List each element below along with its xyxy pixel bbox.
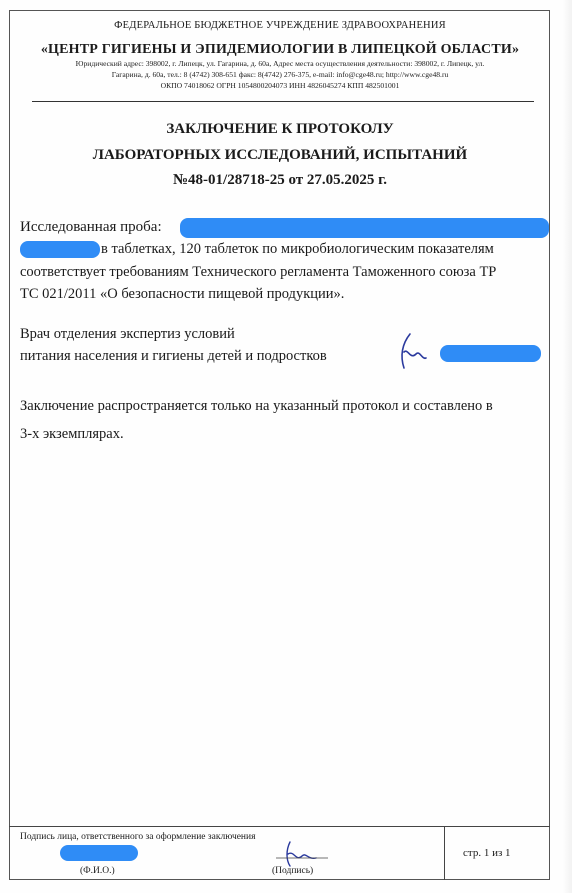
redaction-sample-name-cont bbox=[20, 241, 100, 258]
org-address: Юридический адрес: 398002, г. Липецк, ул. Гагарина, д. 60а, Адрес места осуществления деятельности: 398002, г. Липецк, ул. bbox=[75, 59, 485, 68]
conclusion-line2: 3-х экземплярах. bbox=[20, 426, 124, 442]
redaction-doctor-name bbox=[440, 345, 541, 362]
doc-title: ЗАКЛЮЧЕНИЕ К ПРОТОКОЛУ bbox=[166, 121, 394, 137]
fio-label: (Ф.И.О.) bbox=[80, 866, 115, 876]
redaction-sample-name bbox=[180, 218, 549, 238]
page-edge-shadow bbox=[562, 0, 572, 893]
doc-subtitle: ЛАБОРАТОРНЫХ ИССЛЕДОВАНИЙ, ИСПЫТАНИЙ bbox=[92, 147, 468, 163]
sample-line4: ТС 021/2011 «О безопасности пищевой продукции». bbox=[20, 286, 345, 302]
org-name: «ЦЕНТР ГИГИЕНЫ И ЭПИДЕМИОЛОГИИ В ЛИПЕЦКОЙ ОБЛАСТИ» bbox=[40, 42, 520, 57]
org-registration: ОКПО 74018062 ОГРН 1054800204073 ИНН 4826045274 КПП 482501001 bbox=[160, 81, 400, 90]
sample-line3: соответствует требованиям Технического регламента Таможенного союза ТР bbox=[20, 264, 497, 280]
page-number: стр. 1 из 1 bbox=[463, 847, 511, 859]
redaction-responsible-name bbox=[60, 845, 138, 861]
signature-label: (Подпись) bbox=[272, 866, 314, 876]
page-frame bbox=[9, 10, 550, 880]
responsible-label: Подпись лица, ответственного за оформление заключения bbox=[20, 832, 256, 842]
sample-line2: в таблетках, 120 таблеток по микробиологическим показателям bbox=[101, 241, 494, 257]
org-type: ФЕДЕРАЛЬНОЕ БЮДЖЕТНОЕ УЧРЕЖДЕНИЕ ЗДРАВООХРАНЕНИЯ bbox=[114, 20, 446, 31]
org-contacts: Гагарина, д. 60а, тел.: 8 (4742) 308-651 факс: 8(4742) 276-375, e-mail: info@cge48.ru; http://www.cge48.ru bbox=[111, 70, 449, 79]
responsible-signature bbox=[272, 838, 332, 868]
doctor-signature bbox=[388, 330, 438, 372]
sample-label: Исследованная проба: bbox=[20, 219, 162, 235]
doctor-position-line2: питания населения и гигиены детей и подростков bbox=[20, 348, 327, 364]
footer-column-divider bbox=[444, 826, 445, 880]
conclusion-line1: Заключение распространяется только на указанный протокол и составлено в bbox=[20, 398, 493, 414]
doc-number: №48-01/28718-25 от 27.05.2025 г. bbox=[172, 172, 388, 188]
doctor-position-line1: Врач отделения экспертиз условий bbox=[20, 326, 235, 342]
header-divider bbox=[32, 101, 534, 102]
